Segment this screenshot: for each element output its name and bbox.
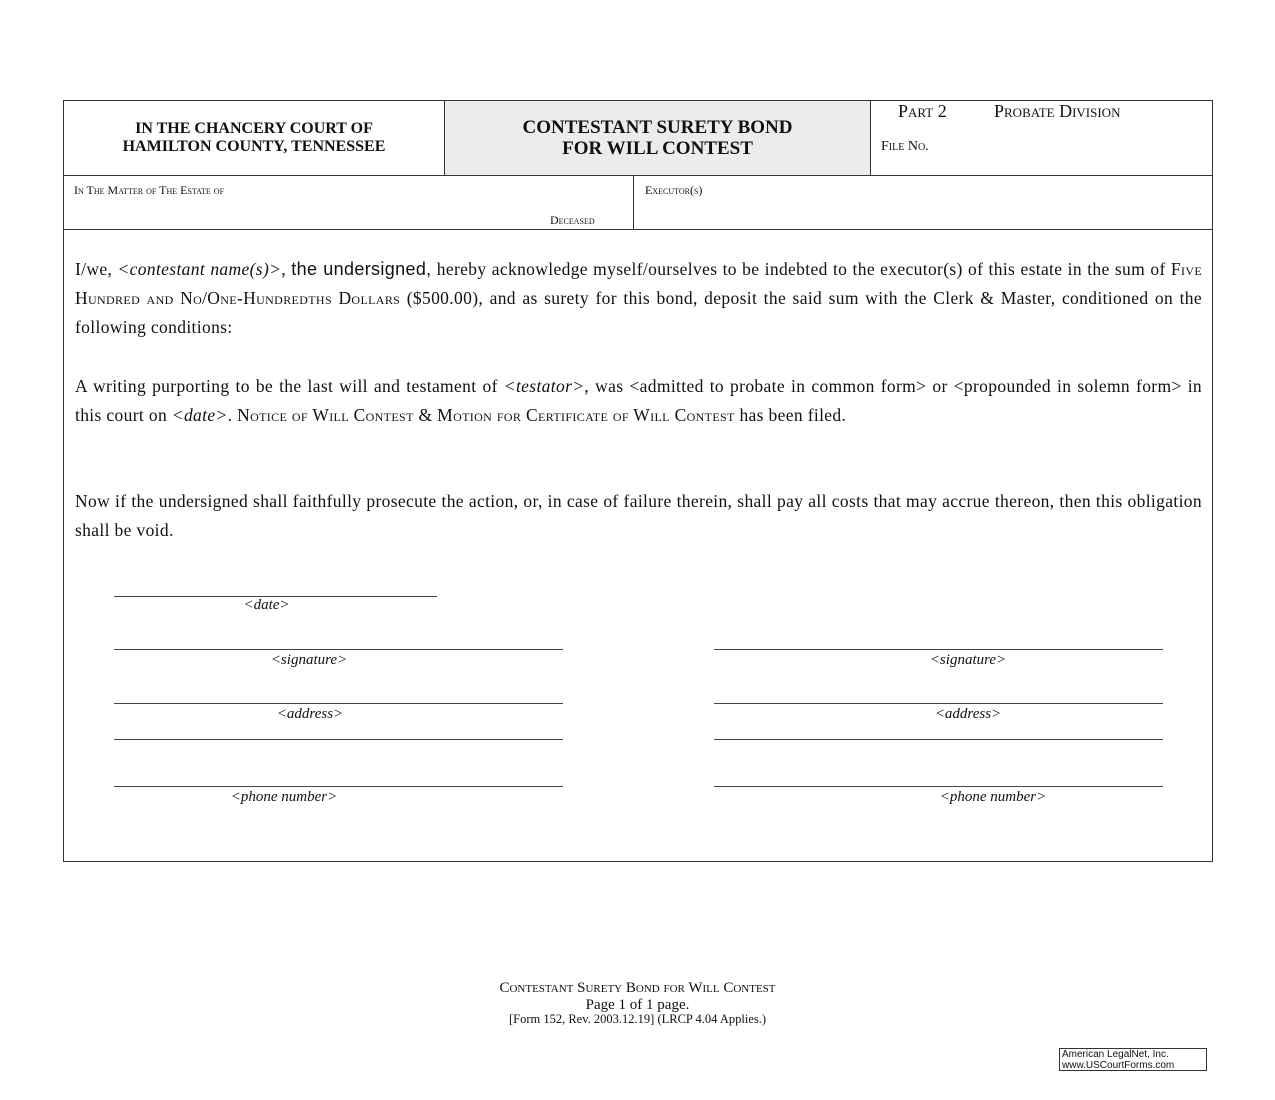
signature-caption-right: <signature> <box>929 652 1007 668</box>
footer-form-number: [Form 152, Rev. 2003.12.19] (LRCP 4.04 Applies.) <box>508 1012 767 1026</box>
part-label-text: Part 2 <box>898 101 947 121</box>
signature-caption-left: <signature> <box>270 652 348 668</box>
p2-text-b: , was <admitted to probate in common form> or <propounded in solemn form> in this court on <box>75 376 1203 425</box>
address-line-2-left <box>114 739 563 740</box>
form-title <box>445 101 871 175</box>
address-line-2-right <box>714 739 1163 740</box>
publisher-stamp <box>1059 1048 1207 1071</box>
bond-form <box>63 100 1213 862</box>
title-line-1: CONTESTANT SURETY BOND <box>522 117 793 138</box>
footer-page: Page 1 of 1 page. <box>585 997 690 1013</box>
caption-row <box>64 175 1212 230</box>
caption-divider <box>633 175 634 229</box>
address-caption-left: <address> <box>276 706 344 722</box>
part-label <box>898 101 947 122</box>
address-caption-right: <address> <box>934 706 1002 722</box>
p1-text-d: ($500.00), and as surety for this bond, deposit the said sum with the Clerk & Master, conditioned on the following conditions: <box>75 288 1202 337</box>
undersigned-text: the undersigned, <box>291 259 432 279</box>
court-line-1: IN THE CHANCERY COURT OF <box>135 120 373 137</box>
bond-paragraph <box>75 255 1202 342</box>
executors-label: Executor(s) <box>645 183 703 197</box>
will-paragraph <box>75 372 1202 430</box>
p1-text-a: I/we, <box>75 259 118 279</box>
estate-of-label: In The Matter of The Estate of <box>74 183 225 197</box>
p1-text-c: hereby acknowledge myself/ourselves to be indebted to the executor(s) of this estate in the sum of <box>431 259 1171 279</box>
p2-text-d: has been filed. <box>734 405 847 425</box>
contestant-name-placeholder: <contestant name(s)> <box>117 259 282 279</box>
publisher-url: www.USCourtForms.com <box>1062 1059 1175 1071</box>
phone-line-left <box>114 786 563 787</box>
p2-text-a: A writing purporting to be the last will and testament of <box>75 376 504 396</box>
signature-line-left <box>114 649 563 650</box>
publisher-name: American LegalNet, Inc. <box>1062 1049 1169 1060</box>
date-placeholder: <date> <box>171 405 228 425</box>
court-line-2: HAMILTON COUNTY, TENNESSEE <box>122 138 386 155</box>
testator-placeholder: <testator> <box>503 376 585 396</box>
file-number-label: File No. <box>881 139 929 154</box>
phone-caption-right: <phone number> <box>939 789 1047 805</box>
court-name <box>64 101 445 175</box>
signature-line-right <box>714 649 1163 650</box>
date-caption: <date> <box>243 597 290 613</box>
phone-caption-left: <phone number> <box>230 789 338 805</box>
address-line-left <box>114 703 563 704</box>
title-line-2: FOR WILL CONTEST <box>562 138 753 159</box>
condition-paragraph: Now if the undersigned shall faithfully prosecute the action, or, in case of failure therein, shall pay all costs that may accrue thereon, then this obligation shall be void. <box>75 491 1202 540</box>
division-label: Probate Division <box>994 101 1121 121</box>
address-line-right <box>714 703 1163 704</box>
phone-line-right <box>714 786 1163 787</box>
footer-title: Contestant Surety Bond for Will Contest <box>499 980 776 996</box>
p1-text-b: , <box>281 259 292 279</box>
p2-text-c: . <box>227 405 238 425</box>
form-header <box>64 101 1212 176</box>
bond-sum-words: Five Hundred and No/One-Hundredths Dollars <box>75 259 1203 308</box>
notice-title: Notice of Will Contest & Motion for Certificate of Will Contest <box>237 405 735 425</box>
deceased-label: Deceased <box>550 213 595 227</box>
